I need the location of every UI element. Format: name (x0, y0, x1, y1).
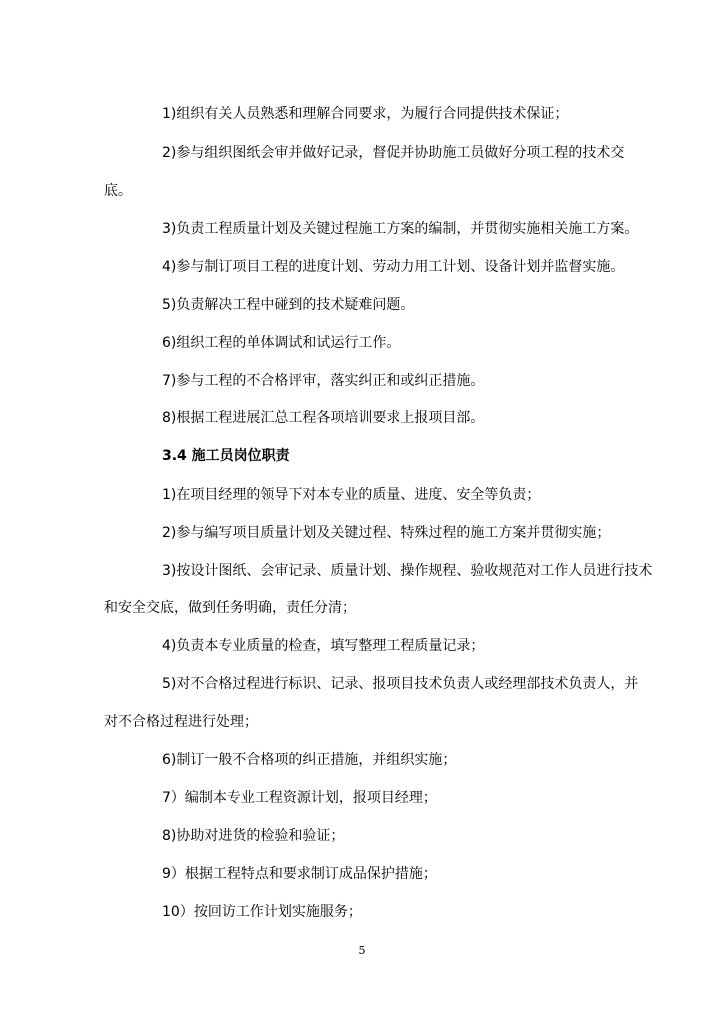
paragraph-line: 6)制订一般不合格项的纠正措施，并组织实施； (162, 752, 457, 768)
paragraph-line: 7）编制本专业工程资源计划，报项目经理； (162, 790, 437, 806)
paragraph-line: 3)按设计图纸、会审记录、质量计划、操作规程、验收规范对工作人员进行技术 (162, 563, 653, 579)
paragraph-line: 3)负责工程质量计划及关键过程施工方案的编制，并贯彻实施相关施工方案。 (162, 221, 639, 237)
paragraph-line: 7)参与工程的不合格评审，落实纠正和或纠正措施。 (162, 373, 485, 389)
paragraph-line: 6)组织工程的单体调试和试运行工作。 (162, 335, 401, 351)
paragraph-line: 8)根据工程进展汇总工程各项培训要求上报项目部。 (162, 410, 485, 426)
paragraph-line: 2)参与编写项目质量计划及关键过程、特殊过程的施工方案并贯彻实施； (162, 525, 611, 541)
paragraph-line: 4)负责本专业质量的检查，填写整理工程质量记录； (162, 638, 485, 654)
paragraph-line: 1)组织有关人员熟悉和理解合同要求，为履行合同提供技术保证； (162, 106, 569, 122)
paragraph-line: 和安全交底，做到任务明确，责任分清； (104, 600, 356, 616)
paragraph-line: 2)参与组织图纸会审并做好记录，督促并协助施工员做好分项工程的技术交 (162, 145, 625, 161)
page-number: 5 (358, 944, 366, 957)
paragraph-line: 10）按回访工作计划实施服务； (162, 904, 362, 920)
paragraph-line: 4)参与制订项目工程的进度计划、劳动力用工计划、设备计划并监督实施。 (162, 259, 625, 275)
paragraph-line: 8)协助对进货的检验和验证； (162, 828, 345, 844)
paragraph-line: 底。 (104, 183, 132, 199)
paragraph-line: 1)在项目经理的领导下对本专业的质量、进度、安全等负责； (162, 487, 541, 503)
paragraph-line: 9）根据工程特点和要求制订成品保护措施； (162, 866, 437, 882)
section-heading: 3.4 施工员岗位职责 (162, 448, 290, 464)
paragraph-line: 5)负责解决工程中碰到的技术疑难问题。 (162, 297, 415, 313)
paragraph-line: 对不合格过程进行处理； (104, 714, 258, 730)
paragraph-line: 5)对不合格过程进行标识、记录、报项目技术负责人或经理部技术负责人，并 (162, 676, 639, 692)
